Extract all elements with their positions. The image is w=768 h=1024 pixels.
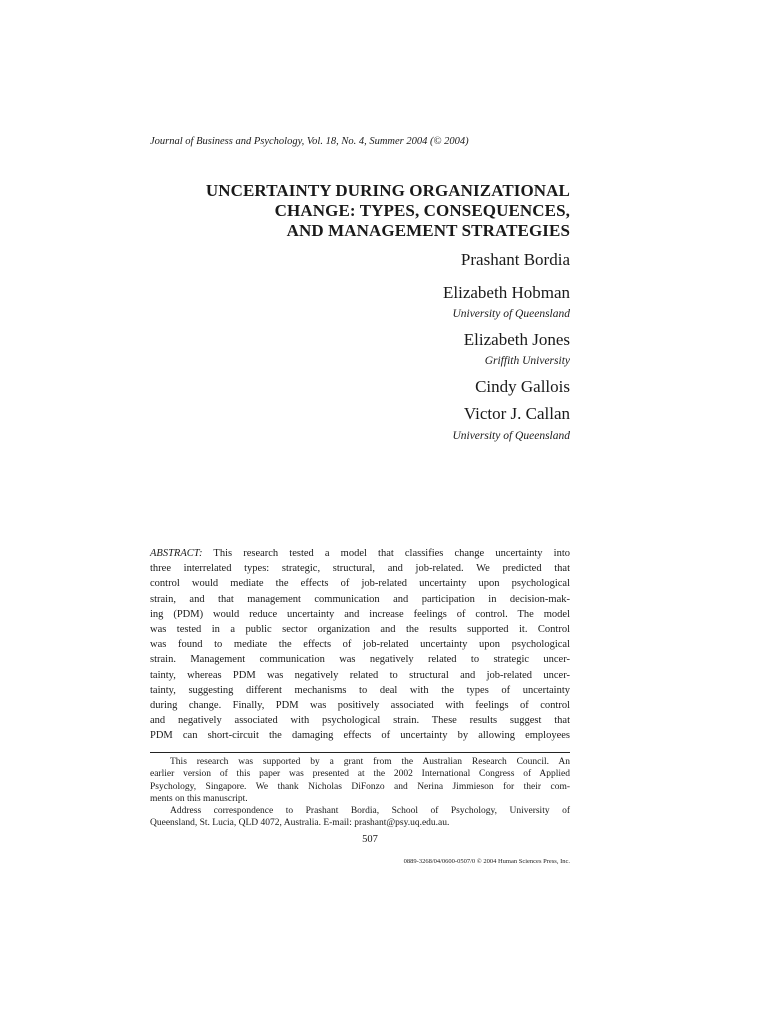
footnote-line: Psychology, Singapore. We thank Nicholas DiFonzo and Nerina Jimmieson for their com- <box>150 781 570 792</box>
footnote-line: Address correspondence to Prashant Bordia, School of Psychology, University of <box>170 806 570 817</box>
author-affiliation: University of Queensland <box>452 430 570 442</box>
abstract-line: tainty, whereas PDM was negatively related to structural and job-related uncer- <box>150 669 570 681</box>
abstract-line: during change. Finally, PDM was positively associated with feelings of control <box>150 700 570 712</box>
author-name: Elizabeth Jones <box>463 330 570 349</box>
abstract-line: control would mediate the effects of job-related uncertainty upon psychological <box>150 578 570 590</box>
author-name: Prashant Bordia <box>460 250 570 269</box>
copyright-line: 0889-3268/04/0600-0507/0 © 2004 Human Sciences Press, Inc. <box>403 858 570 865</box>
abstract <box>150 546 570 744</box>
author-name: Cindy Gallois <box>475 377 570 396</box>
abstract-line: three interrelated types: strategic, structural, and job-related. We predicted that <box>150 563 570 575</box>
abstract-line: PDM can short-circuit the damaging effects of uncertainty by allowing employees <box>150 730 570 742</box>
footnote-line: This research was supported by a grant from the Australian Research Council. An <box>170 757 570 767</box>
abstract-label: ABSTRACT: <box>150 548 203 559</box>
footnote-line: Queensland, St. Lucia, QLD 4072, Australia. E-mail: prashant@psy.uq.edu.au. <box>150 818 450 829</box>
author-affiliation: Griffith University <box>484 355 570 367</box>
abstract-line: strain, and that management communication and participation in decision-mak- <box>150 593 570 605</box>
abstract-line: and negatively associated with psychological strain. These results suggest that <box>150 715 570 727</box>
title-line: AND MANAGEMENT STRATEGIES <box>286 221 570 240</box>
footnote-line: earlier version of this paper was presented at the 2002 International Congress of Applied <box>150 769 570 780</box>
abstract-line: was found to mediate the effects of job-related uncertainty upon psychological <box>150 639 570 651</box>
abstract-line: ing (PDM) would reduce uncertainty and increase feelings of control. The model <box>150 608 570 620</box>
footnote-divider <box>150 752 570 753</box>
title-line: CHANGE: TYPES, CONSEQUENCES, <box>274 201 570 220</box>
abstract-line: strain. Management communication was negatively related to strategic uncer- <box>150 654 570 666</box>
abstract-line: ABSTRACT: This research tested a model that classifies change uncertainty into <box>150 548 570 559</box>
journal-citation: Journal of Business and Psychology, Vol. 18, No. 4, Summer 2004 (© 2004) <box>150 136 469 147</box>
title-line: UNCERTAINTY DURING ORGANIZATIONAL <box>205 181 570 200</box>
footnote-line: ments on this manuscript. <box>150 793 248 804</box>
abstract-line: was tested in a public sector organization and the results supported it. Control <box>150 624 570 636</box>
abstract-line: tainty, suggesting different mechanisms to deal with the types of uncertainty <box>150 684 570 696</box>
footnote <box>150 756 570 830</box>
author-name: Elizabeth Hobman <box>443 283 570 302</box>
page-number: 507 <box>362 834 378 845</box>
author-affiliation: University of Queensland <box>452 308 570 320</box>
author-name: Victor J. Callan <box>463 404 570 423</box>
paper-title <box>140 181 570 241</box>
